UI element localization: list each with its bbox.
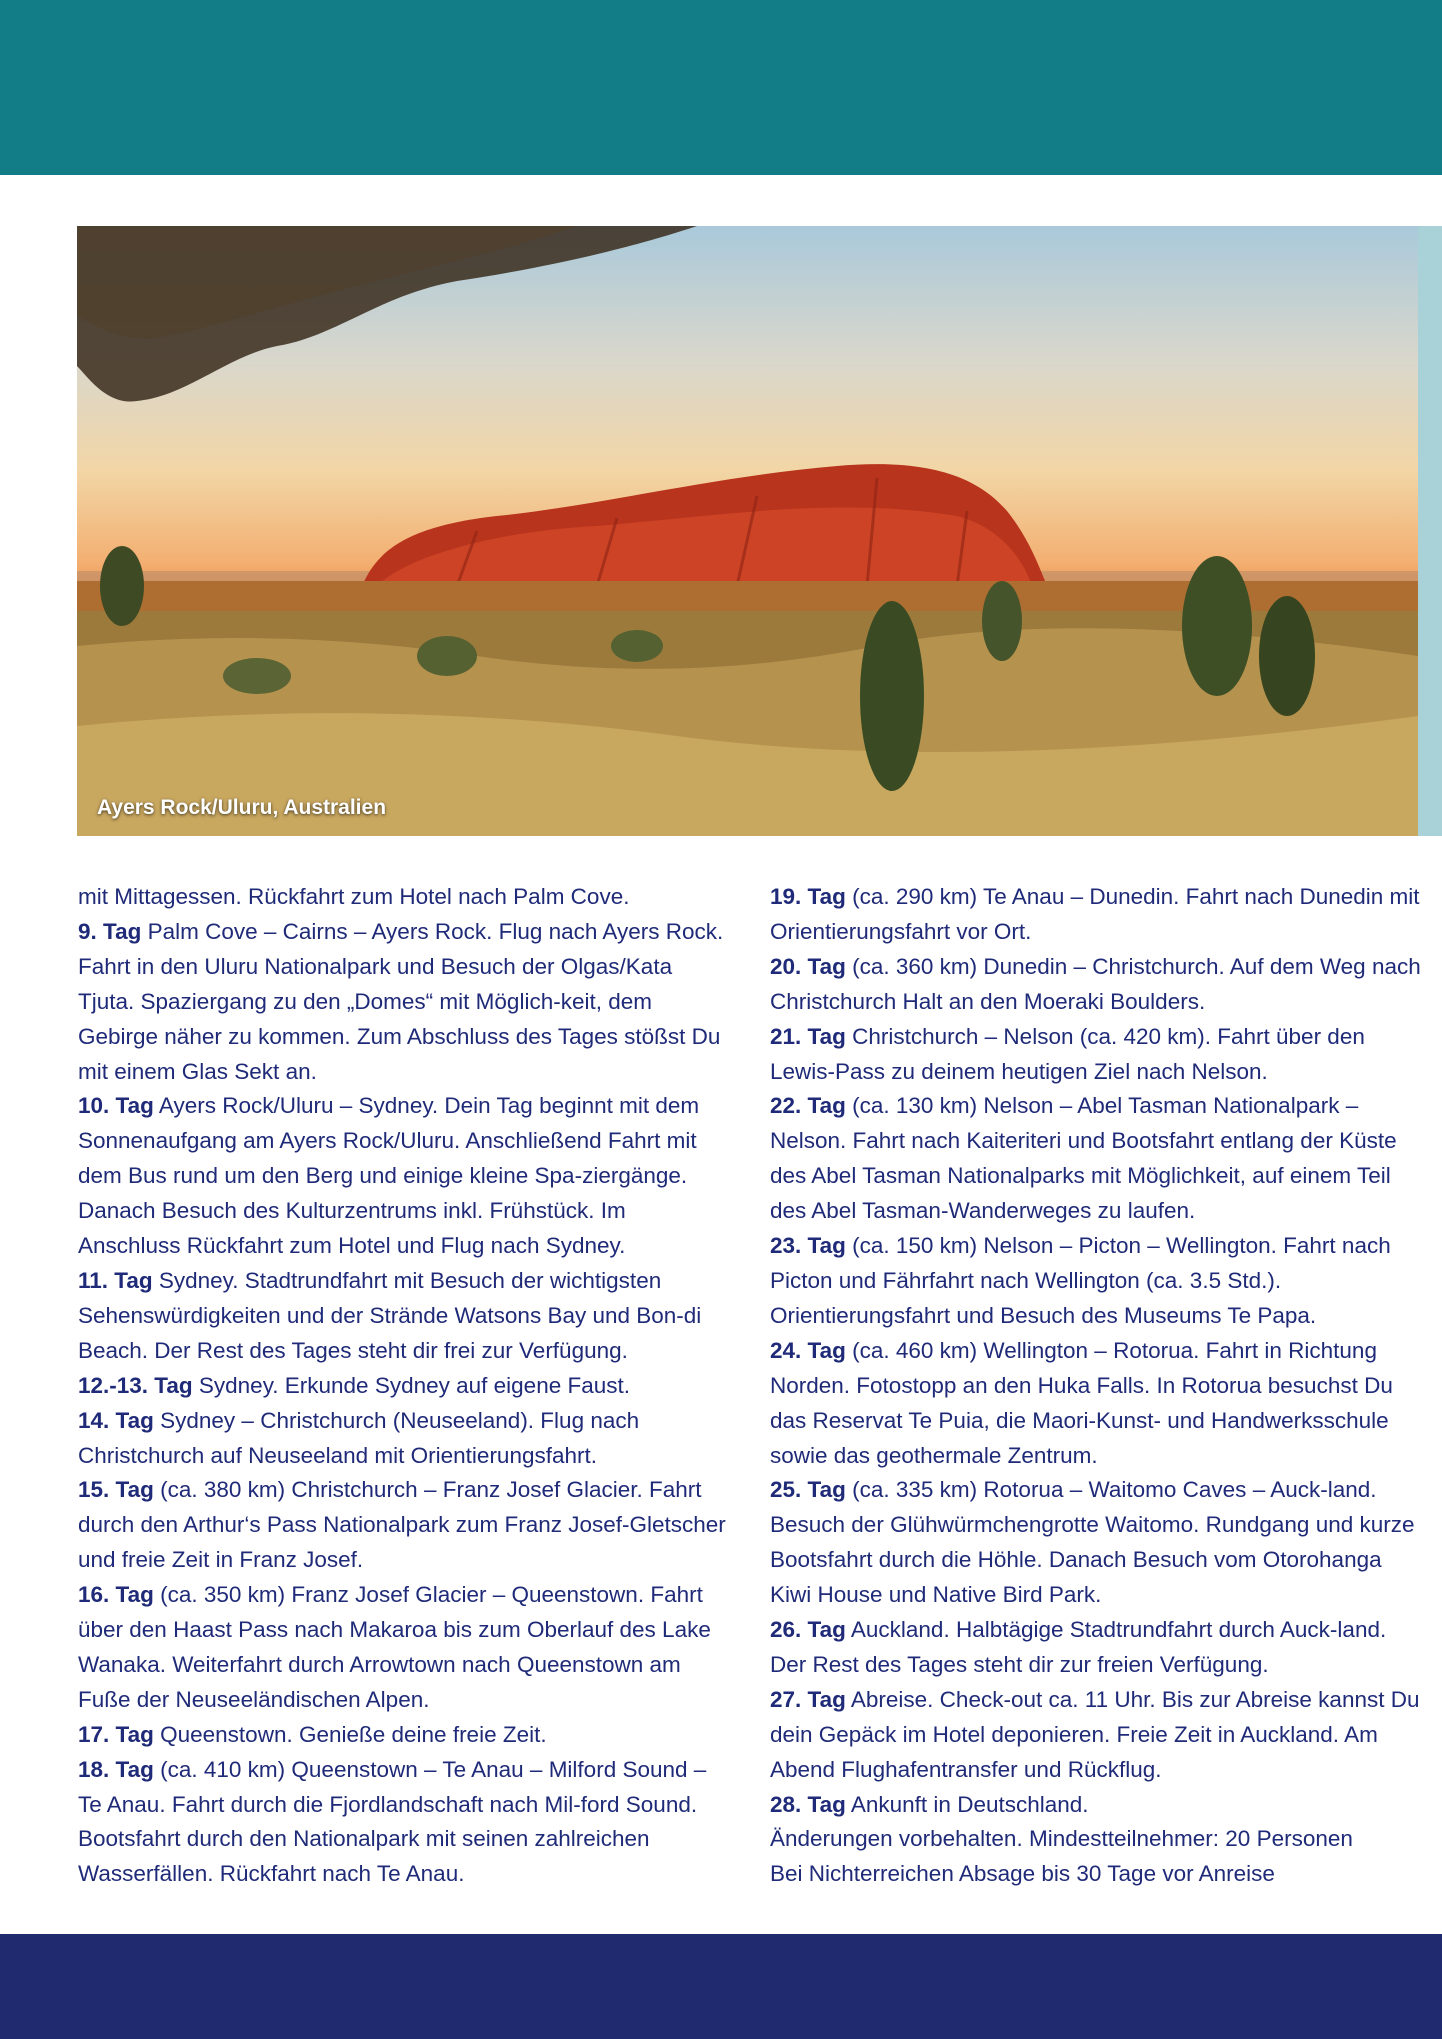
- entry-text: mit Mittagessen. Rückfahrt zum Hotel nach Palm Cove.: [78, 884, 630, 909]
- entry-text: Palm Cove – Cairns – Ayers Rock. Flug nach Ayers Rock. Fahrt in den Uluru Nationalpark und Besuch der Olgas/Kata Tjuta. Spaziergang zu den „Domes“ mit Möglich-keit, dem Gebirge näher zu kommen. Zum Abschluss des Tages stößst Du mit einem Glas Sekt an.: [78, 918, 724, 1084]
- day-label: 17. Tag: [78, 1721, 154, 1747]
- side-accent-strip: [1418, 226, 1442, 836]
- day-label: 28. Tag: [770, 1791, 846, 1817]
- itinerary-entry: [78, 1753, 728, 1893]
- itinerary-entry: [770, 1334, 1425, 1474]
- entry-text: (ca. 150 km) Nelson – Picton – Wellington. Fahrt nach Picton und Fährfahrt nach Wellington (ca. 3.5 Std.). Orientierungsfahrt und Besuch des Museums Te Papa.: [770, 1233, 1391, 1328]
- itinerary-entry: [78, 1473, 728, 1578]
- entry-text: Auckland. Halbtägige Stadtrundfahrt durch Auck-land. Der Rest des Tages steht dir zur freien Verfügung.: [770, 1617, 1387, 1677]
- entry-text: Bei Nichterreichen Absage bis 30 Tage vor Anreise: [770, 1861, 1275, 1887]
- itinerary-entry: [78, 1404, 728, 1474]
- itinerary-left-column: [78, 880, 728, 1892]
- entry-text: (ca. 130 km) Nelson – Abel Tasman Nationalpark – Nelson. Fahrt nach Kaiteriteri und Bootsfahrt entlang der Küste des Abel Tasman Nationalparks mit Möglichkeit, auf einem Teil des Abel Tasman-Wanderweges zu laufen.: [770, 1093, 1397, 1224]
- header-band: [0, 0, 1442, 175]
- entry-text: Sydney – Christchurch (Neuseeland). Flug nach Christchurch auf Neuseeland mit Orientierungsfahrt.: [78, 1407, 640, 1468]
- day-label: 15. Tag: [78, 1477, 154, 1503]
- day-label: 26. Tag: [770, 1617, 846, 1643]
- entry-text: Sydney. Erkunde Sydney auf eigene Faust.: [192, 1372, 630, 1398]
- uluru-photo: [77, 226, 1418, 836]
- itinerary-entry: [770, 1020, 1425, 1090]
- itinerary-entry: [770, 1089, 1425, 1229]
- itinerary-entry: [770, 880, 1425, 950]
- entry-text: (ca. 350 km) Franz Josef Glacier – Queenstown. Fahrt über den Haast Pass nach Makaroa bis zum Oberlauf des Lake Wanaka. Weiterfahrt durch Arrowtown nach Queenstown am Fuße der Neuseeländischen Alpen.: [78, 1582, 711, 1712]
- entry-text: (ca. 290 km) Te Anau – Dunedin. Fahrt nach Dunedin mit Orientierungsfahrt vor Ort.: [770, 884, 1420, 944]
- itinerary-entry: [770, 1683, 1425, 1788]
- day-label: 14. Tag: [78, 1407, 154, 1433]
- entry-text: (ca. 460 km) Wellington – Rotorua. Fahrt in Richtung Norden. Fotostopp an den Huka Falls. In Rotorua besuchst Du das Reservat Te Puia, die Maori-Kunst- und Handwerksschule sowie das geothermale Zentrum.: [770, 1337, 1393, 1468]
- itinerary-entry: [770, 1857, 1425, 1892]
- entry-text: Sydney. Stadtrundfahrt mit Besuch der wichtigsten Sehenswürdigkeiten und der Strände Watsons Bay und Bon-di Beach. Der Rest des Tages steht dir frei zur Verfügung.: [78, 1267, 702, 1363]
- day-label: 20. Tag: [770, 953, 846, 979]
- day-label: 25. Tag: [770, 1477, 846, 1503]
- itinerary-entry: [78, 1089, 728, 1264]
- entry-text: Abreise. Check-out ca. 11 Uhr. Bis zur Abreise kannst Du dein Gepäck im Hotel deponieren. Freie Zeit in Auckland. Am Abend Flughafentransfer und Rückflug.: [770, 1686, 1420, 1782]
- itinerary-entry: [78, 915, 728, 1090]
- day-label: 10. Tag: [78, 1093, 154, 1119]
- day-label: 27. Tag: [770, 1686, 846, 1712]
- itinerary-entry: [78, 1264, 728, 1369]
- itinerary-entry: [78, 1369, 728, 1404]
- entry-text: (ca. 335 km) Rotorua – Waitomo Caves – Auck-land. Besuch der Glühwürmchengrotte Waitomo. Rundgang und kurze Bootsfahrt durch die Höhle. Danach Besuch vom Otorohanga Kiwi House und Native Bird Park.: [770, 1477, 1415, 1608]
- entry-text: Queenstown. Genieße deine freie Zeit.: [153, 1721, 547, 1747]
- entry-text: Änderungen vorbehalten. Mindestteilnehmer: 20 Personen: [770, 1826, 1353, 1852]
- entry-text: Ankunft in Deutschland.: [845, 1791, 1089, 1817]
- itinerary-entry: [770, 1613, 1425, 1683]
- day-label: 11. Tag: [78, 1267, 153, 1293]
- itinerary-entry: [78, 1578, 728, 1718]
- itinerary-entry: [78, 1718, 728, 1753]
- entry-text: Ayers Rock/Uluru – Sydney. Dein Tag beginnt mit dem Sonnenaufgang am Ayers Rock/Uluru. Anschließend Fahrt mit dem Bus rund um den Berg und einige kleine Spa-ziergänge. Danach Besuch des Kulturzentrums inkl. Frühstück. Im Anschluss Rückfahrt zum Hotel und Flug nach Sydney.: [78, 1093, 700, 1259]
- landscape-illustration: [77, 226, 1418, 836]
- itinerary-entry: [770, 950, 1425, 1020]
- day-label: 16. Tag: [78, 1582, 154, 1608]
- itinerary-right-column: [770, 880, 1425, 1892]
- itinerary-entry: [770, 1229, 1425, 1334]
- photo-caption: Ayers Rock/Uluru, Australien: [97, 796, 387, 819]
- entry-text: Christchurch – Nelson (ca. 420 km). Fahrt über den Lewis-Pass zu deinem heutigen Ziel nach Nelson.: [770, 1023, 1365, 1084]
- itinerary-entry: [770, 1473, 1425, 1613]
- day-label: 12.-13. Tag: [78, 1372, 193, 1398]
- footer-band: [0, 1934, 1442, 2039]
- entry-text: (ca. 360 km) Dunedin – Christchurch. Auf dem Weg nach Christchurch Halt an den Moeraki Boulders.: [770, 953, 1421, 1014]
- day-label: 24. Tag: [770, 1337, 846, 1363]
- itinerary-entry: [770, 1788, 1425, 1823]
- day-label: 18. Tag: [78, 1756, 154, 1782]
- day-label: 23. Tag: [770, 1233, 846, 1259]
- day-label: 19. Tag: [770, 884, 846, 909]
- entry-text: (ca. 380 km) Christchurch – Franz Josef Glacier. Fahrt durch den Arthur‘s Pass Nationalpark zum Franz Josef-Gletscher und freie Zeit in Franz Josef.: [78, 1477, 726, 1573]
- entry-text: (ca. 410 km) Queenstown – Te Anau – Milford Sound – Te Anau. Fahrt durch die Fjordlandschaft nach Mil-ford Sound. Bootsfahrt durch den Nationalpark mit seinen zahlreichen Wasserfällen. Rückfahrt nach Te Anau.: [78, 1756, 707, 1887]
- itinerary-entry: [770, 1822, 1425, 1857]
- itinerary-entry: [78, 880, 728, 915]
- day-label: 9. Tag: [78, 918, 142, 944]
- day-label: 22. Tag: [770, 1093, 846, 1119]
- day-label: 21. Tag: [770, 1023, 846, 1049]
